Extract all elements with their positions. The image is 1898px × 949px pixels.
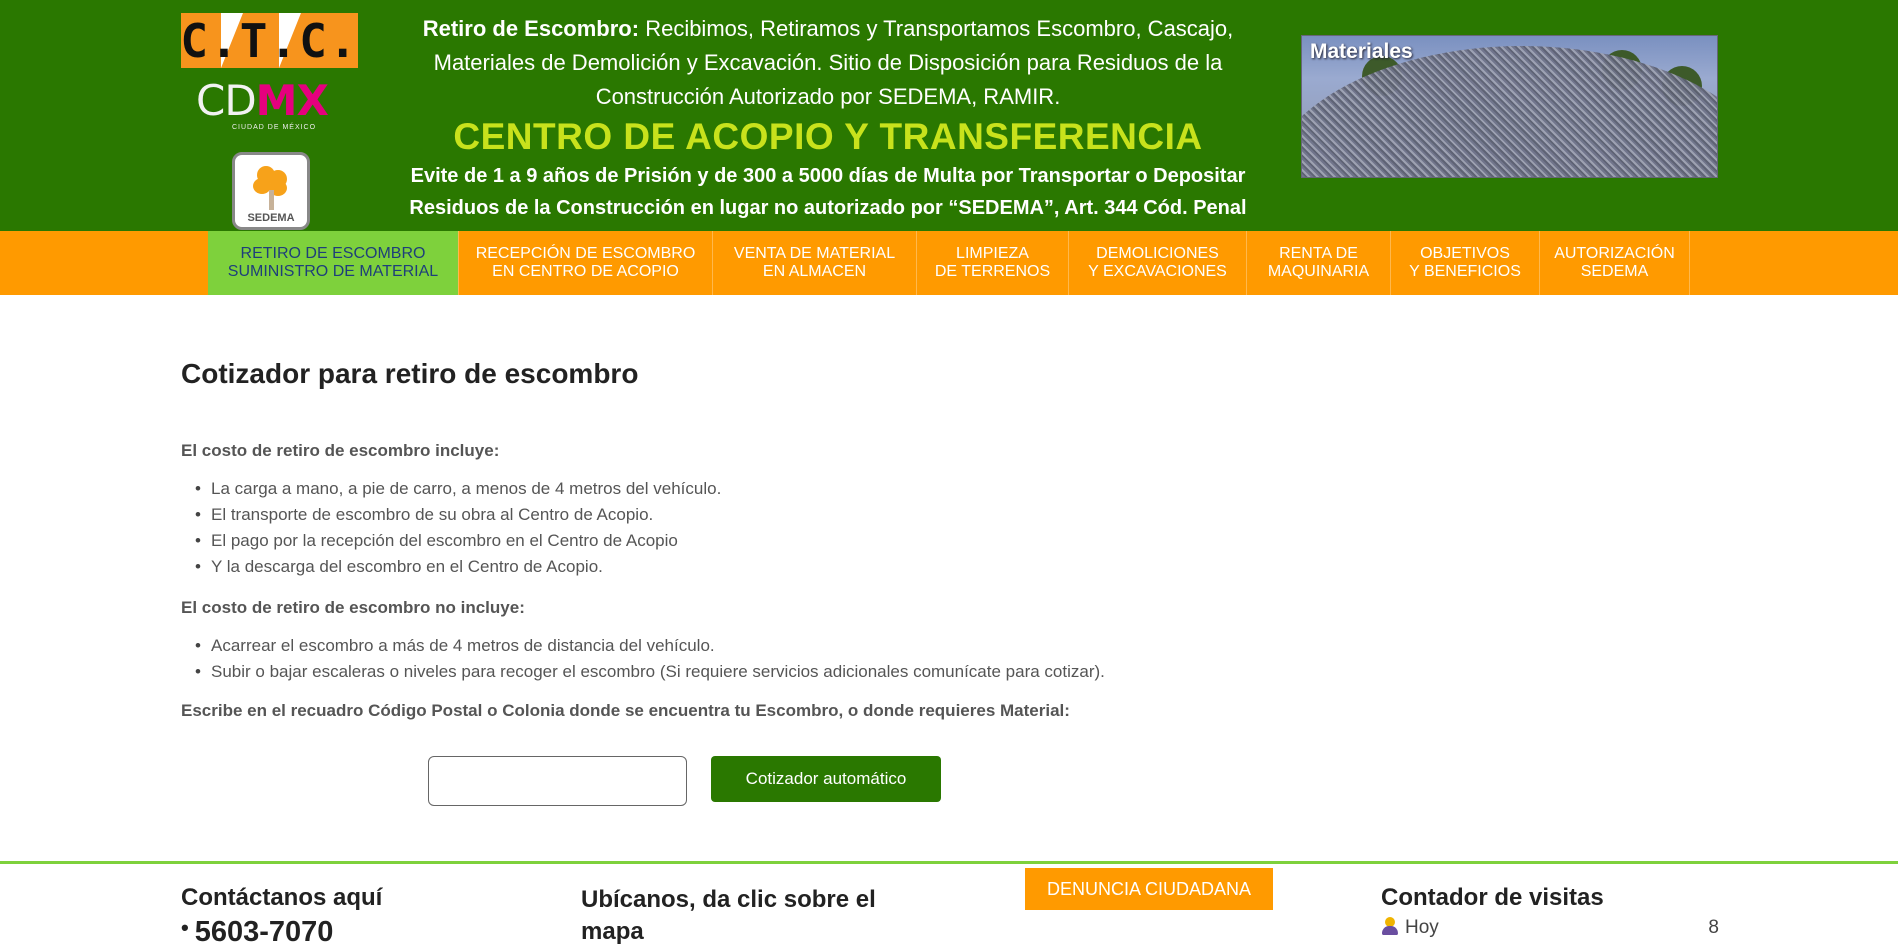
quote-button[interactable]: Cotizador automático [711, 756, 941, 802]
list-item: • Y la descarga del escombro en el Centro de Acopio. [211, 554, 721, 580]
header-intro [390, 12, 1266, 114]
includes-list [211, 476, 721, 580]
cdmx-logo-subtitle: CIUDAD DE MÉXICO [232, 124, 317, 131]
warning-line-1: Evite de 1 a 9 años de Prisión y de 300 a 5000 días de Multa por Transportar o Depositar [410, 165, 1246, 187]
tree-icon [249, 166, 293, 210]
header-intro-bold: Retiro de Escombro: [422, 16, 640, 41]
contact-title: Contáctanos aquí [181, 884, 383, 911]
cdmx-logo-mx: MX [255, 76, 328, 125]
nav-item-limpieza-terrenos[interactable]: LIMPIEZA DE TERRENOS [917, 231, 1069, 295]
header-intro-text: Recibimos, Retiramos y Transportamos Escombro, Cascajo, Materiales de Demolición y Excavación. Sitio de Disposición para Residuos de la Construcción Autorizado por SEDEMA, RAMIR. [433, 16, 1234, 109]
visits-today-row [1381, 917, 1719, 939]
header-text-block [390, 12, 1266, 224]
includes-label: El costo de retiro de escombro incluye: [181, 441, 500, 460]
ctc-logo-text: C.T.C. [180, 13, 359, 68]
footer-divider [0, 861, 1898, 864]
nav-item-retiro-escombro[interactable]: RETIRO DE ESCOMBRO SUMINISTRO DE MATERIAL [208, 231, 459, 295]
page-title: Cotizador para retiro de escombro [181, 358, 639, 389]
site-header [0, 0, 1898, 231]
nav-item-autorizacion-sedema[interactable]: AUTORIZACIÓN SEDEMA [1540, 231, 1690, 295]
visits-title: Contador de visitas [1381, 884, 1604, 911]
sedema-logo-label: SEDEMA [247, 212, 295, 224]
postal-prompt: Escribe en el recuadro Código Postal o Colonia donde se encuentra tu Escombro, o donde requieres Material: [181, 701, 1070, 720]
visits-today-count: 8 [1708, 917, 1719, 938]
warning-line-2: Residuos de la Construcción en lugar no autorizado por “SEDEMA”, Art. 344 Cód. Penal [409, 197, 1247, 219]
list-item: • El transporte de escombro de su obra al Centro de Acopio. [211, 502, 721, 528]
list-item: • La carga a mano, a pie de carro, a menos de 4 metros del vehículo. [211, 476, 721, 502]
list-item: • El pago por la recepción del escombro en el Centro de Acopio [211, 528, 721, 554]
sedema-logo[interactable] [232, 152, 310, 230]
map-title[interactable]: Ubícanos, da clic sobre el mapa [581, 886, 876, 945]
nav-item-renta-maquinaria[interactable]: RENTA DE MAQUINARIA [1247, 231, 1391, 295]
materials-banner-image[interactable] [1301, 35, 1718, 178]
materials-label: Materiales [1310, 40, 1413, 63]
excludes-list [211, 633, 1105, 685]
center-title: CENTRO DE ACOPIO Y TRANSFERENCIA [453, 116, 1203, 157]
nav-item-venta-material[interactable]: VENTA DE MATERIAL EN ALMACEN [713, 231, 917, 295]
user-icon [1381, 917, 1399, 935]
ctc-logo[interactable] [181, 13, 358, 68]
phone-icon: • [181, 915, 189, 940]
nav-item-demoliciones[interactable]: DEMOLICIONES Y EXCAVACIONES [1069, 231, 1247, 295]
denuncia-ciudadana-button[interactable]: DENUNCIA CIUDADANA [1025, 868, 1273, 910]
list-item: • Acarrear el escombro a más de 4 metros de distancia del vehículo. [211, 633, 1105, 659]
visits-today-label: Hoy [1405, 917, 1439, 938]
nav-item-objetivos[interactable]: OBJETIVOS Y BENEFICIOS [1391, 231, 1540, 295]
cdmx-logo [196, 78, 346, 136]
postal-code-input[interactable] [428, 756, 687, 806]
nav-item-recepcion-escombro[interactable]: RECEPCIÓN DE ESCOMBRO EN CENTRO DE ACOPIO [459, 231, 713, 295]
main-nav [0, 231, 1898, 295]
excludes-label: El costo de retiro de escombro no incluye: [181, 598, 525, 617]
cdmx-logo-cd: CD [196, 76, 256, 125]
list-item: • Subir o bajar escaleras o niveles para recoger el escombro (Si requiere servicios adicionales comunícate para cotizar). [211, 659, 1105, 685]
contact-phone[interactable]: • 5603-7070 [181, 915, 334, 948]
